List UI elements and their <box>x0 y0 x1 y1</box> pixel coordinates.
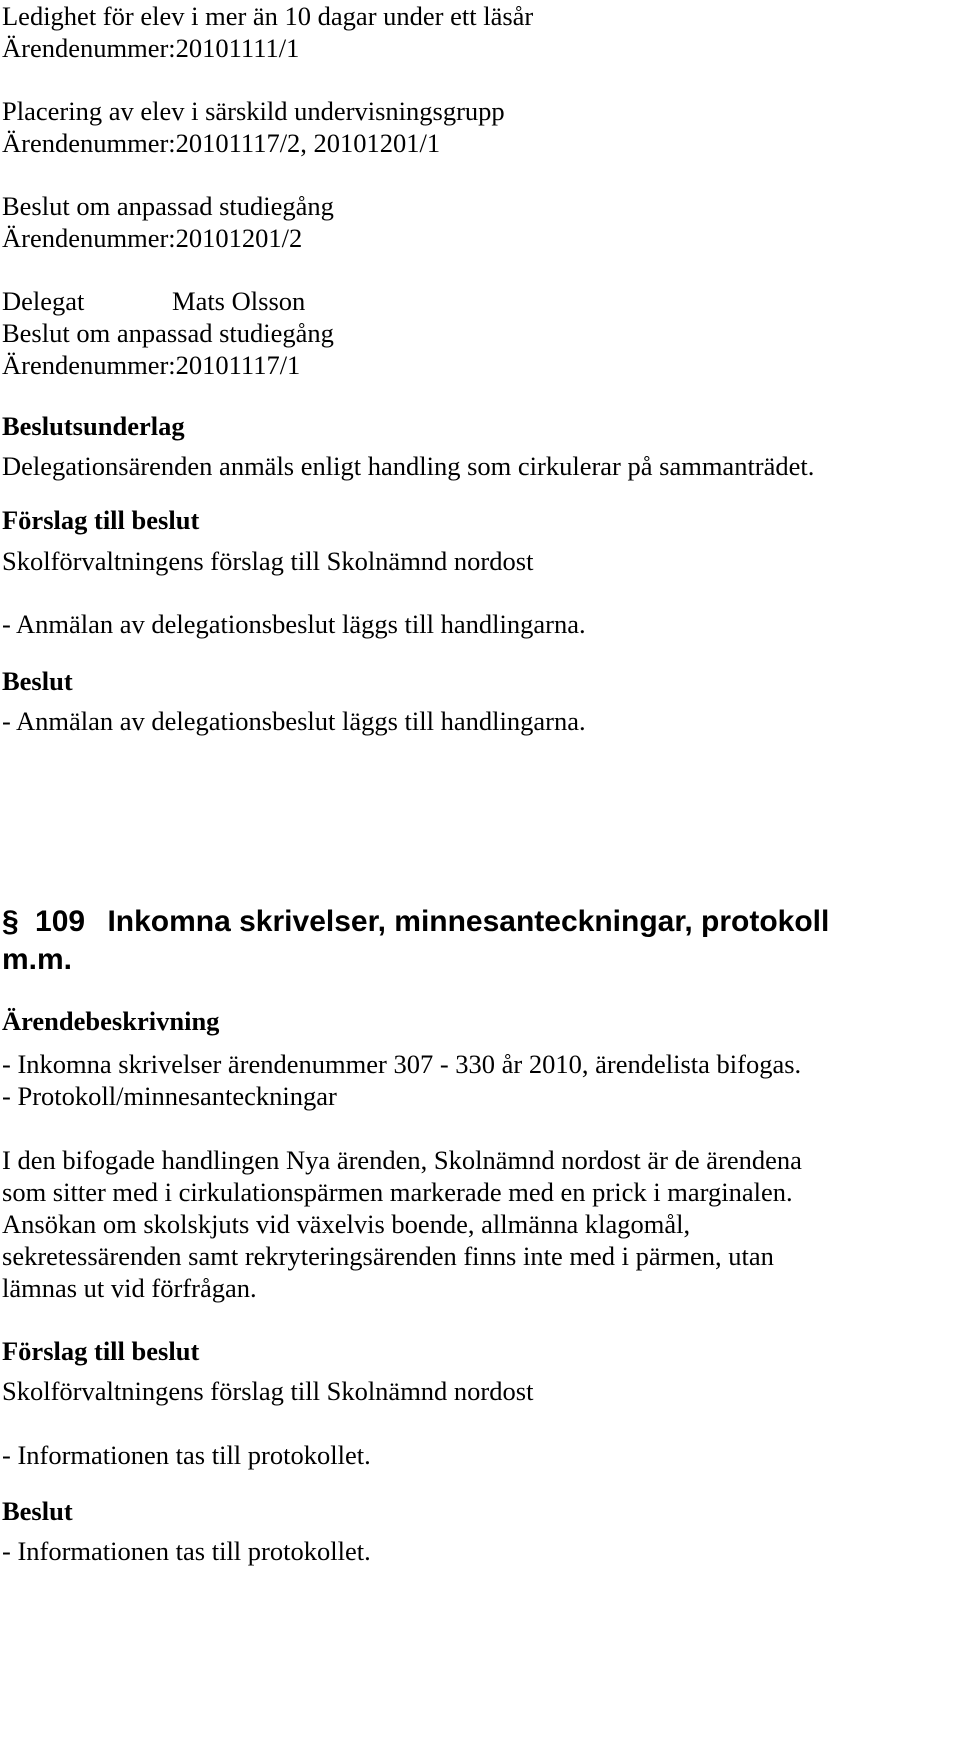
item-case-number: Ärendenummer:20101117/1 <box>2 350 301 380</box>
section-title: Inkomna skrivelser, minnesanteckningar, protokoll <box>107 905 830 938</box>
proposal-source: Skolförvaltningens förslag till Skolnämnd nordost <box>2 1376 534 1406</box>
item-case-number: Ärendenummer:20101201/2 <box>2 223 303 253</box>
decision-heading: Beslut <box>2 666 73 696</box>
delegate-name: Mats Olsson <box>172 286 306 316</box>
item-case-number: Ärendenummer:20101117/2, 20101201/1 <box>2 128 441 158</box>
delegate-label: Delegat <box>2 286 85 316</box>
basis-heading: Beslutsunderlag <box>2 411 185 441</box>
description-line: - Inkomna skrivelser ärendenummer 307 - 330 år 2010, ärendelista bifogas. <box>2 1049 802 1079</box>
body-line: lämnas ut vid förfrågan. <box>2 1273 257 1303</box>
body-line: sekretessärenden samt rekryteringsärenden finns inte med i pärmen, utan <box>2 1241 774 1271</box>
proposal-text: - Informationen tas till protokollet. <box>2 1440 371 1470</box>
description-line: - Protokoll/minnesanteckningar <box>2 1081 337 1111</box>
item-title: Beslut om anpassad studiegång <box>2 318 334 348</box>
decision-text: - Informationen tas till protokollet. <box>2 1536 371 1566</box>
section-heading <box>2 903 829 941</box>
proposal-source: Skolförvaltningens förslag till Skolnämnd nordost <box>2 546 534 576</box>
proposal-heading: Förslag till beslut <box>2 505 200 535</box>
section-number: 109 <box>35 905 86 938</box>
decision-text: - Anmälan av delegationsbeslut läggs till handlingarna. <box>2 706 586 736</box>
proposal-heading: Förslag till beslut <box>2 1336 200 1366</box>
item-title: Beslut om anpassad studiegång <box>2 191 334 221</box>
item-title: Placering av elev i särskild undervisningsgrupp <box>2 96 505 126</box>
description-heading: Ärendebeskrivning <box>2 1006 220 1036</box>
item-title: Ledighet för elev i mer än 10 dagar under ett läsår <box>2 1 534 31</box>
body-line: som sitter med i cirkulationspärmen markerade med en prick i marginalen. <box>2 1177 793 1207</box>
decision-heading: Beslut <box>2 1496 73 1526</box>
body-line: I den bifogade handlingen Nya ärenden, Skolnämnd nordost är de ärendena <box>2 1145 802 1175</box>
section-title-continued: m.m. <box>2 943 73 976</box>
item-case-number: Ärendenummer:20101111/1 <box>2 33 300 63</box>
basis-text: Delegationsärenden anmäls enligt handling som cirkulerar på sammanträdet. <box>2 451 815 481</box>
body-line: Ansökan om skolskjuts vid växelvis boende, allmänna klagomål, <box>2 1209 691 1239</box>
paragraph-symbol: § <box>2 905 19 938</box>
delegate-row <box>2 285 305 317</box>
proposal-text: - Anmälan av delegationsbeslut läggs till handlingarna. <box>2 609 586 639</box>
